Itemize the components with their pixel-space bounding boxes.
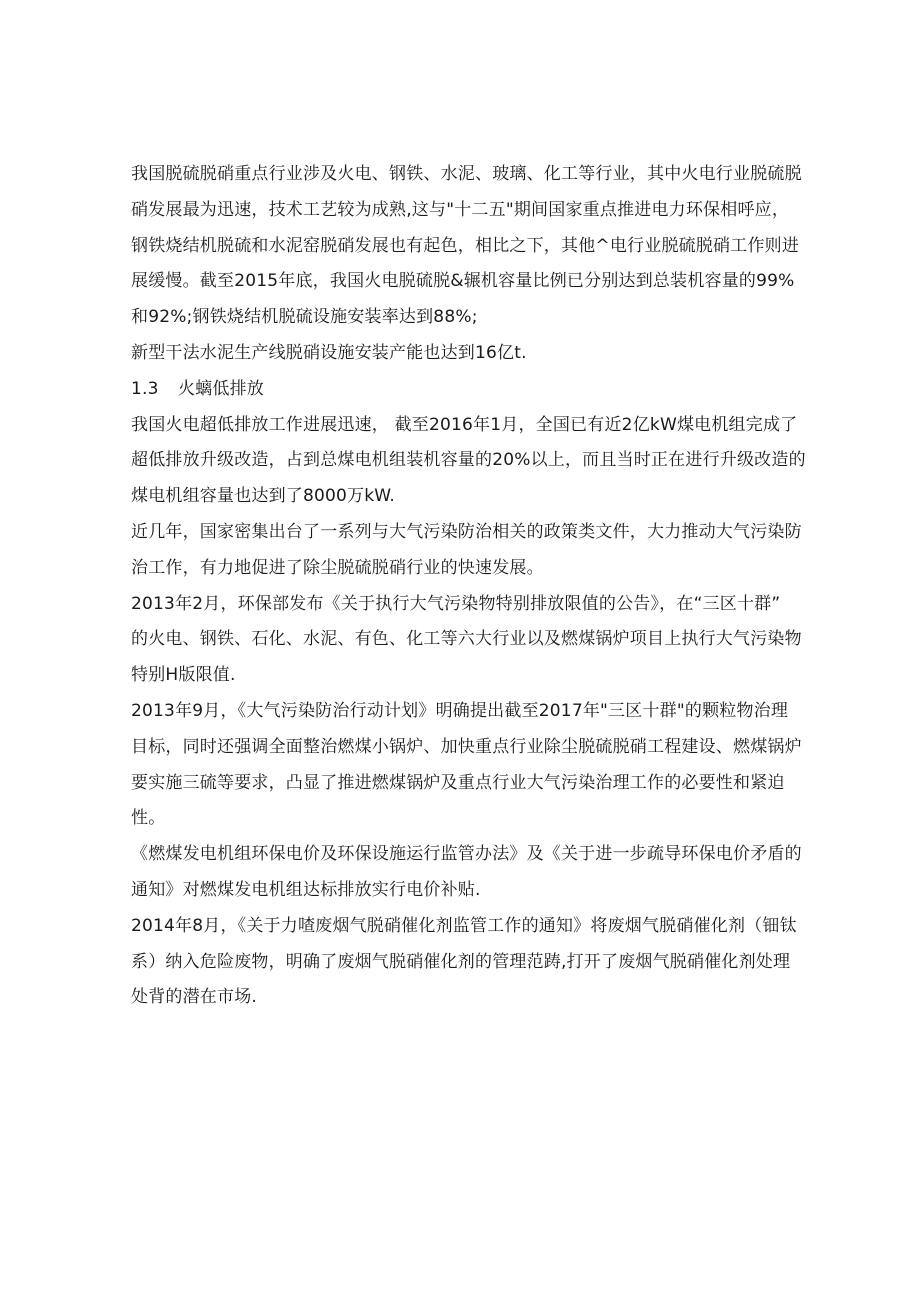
paragraph-line: 我国火电超低排放工作进展迅速， 截至2016年1月，全国已有近2亿kW煤电机组完成了	[131, 414, 798, 435]
paragraph-line: 硝发展最为迅速，技术工艺较为成熟,这与"十二五"期间国家重点推进电力环保相呼应，	[131, 199, 790, 220]
paragraph-line: 煤电机组容量也达到了8000万kW.	[131, 486, 395, 507]
paragraph-line: 治工作，有力地促进了除尘脱硫脱硝行业的快速发展。	[131, 557, 544, 578]
paragraph-line: 系）纳入危险废物，明确了废烟气脱硝催化剂的管理范踌,打开了废烟气脱硝催化剂处理	[131, 951, 791, 972]
paragraph-line: 《燃煤发电机组环保电价及环保设施运行监管办法》及《关于进一步疏导环保电价矛盾的	[131, 844, 802, 865]
paragraph-line: 要实施三硫等要求，凸显了推进燃煤锅炉及重点行业大气污染治理工作的必要性和紧迫	[131, 772, 785, 793]
paragraph-line: 的火电、钢铁、石化、水泥、有色、化工等六大行业以及燃煤锅炉项目上执行大气污染物	[131, 629, 802, 650]
paragraph-line: 特别H版限值.	[131, 665, 236, 686]
paragraph-line: 处背的潜在市场.	[131, 987, 258, 1008]
paragraph-line: 目标，同时还强调全面整治燃煤小锅炉、加快重点行业除尘脱硫脱硝工程建设、燃煤锅炉	[131, 736, 802, 757]
paragraph-line: 新型干法水泥生产线脱硝设施安装产能也达到16亿t.	[131, 342, 527, 363]
document-body	[131, 157, 806, 1016]
paragraph-line: 2013年2月，环保部发布《关于执行大气污染物特别排放限值的公告》，在“三区十群”	[131, 593, 781, 614]
paragraph-line: 2014年8月，《关于力喳废烟气脱硝催化剂监管工作的通知》将废烟气脱硝催化剂（钿钛	[131, 915, 797, 936]
paragraph-line: 通知》对燃煤发电机组达标排放实行电价补贴.	[131, 879, 481, 900]
paragraph-line: 我国脱硫脱硝重点行业涉及火电、钢铁、水泥、玻璃、化工等行业，其中火电行业脱硫脱	[131, 164, 802, 184]
paragraph-line: 和92%;钢铁烧结机脱硫设施安装率达到88%;	[131, 307, 478, 328]
paragraph-line: 2013年9月，《大气污染防治行动计划》明确提出截至2017年"三区十群"的颗粒物治理	[131, 700, 789, 721]
section-heading	[131, 372, 803, 408]
paragraph-line: 超低排放升级改造，占到总煤电机组装机容量的20%以上，而且当时正在进行升级改造的	[131, 450, 806, 471]
paragraph-line: 展缓慢。截至2015年底，我国火电脱硫脱&辗机容量比例已分别达到总装机容量的99%	[131, 271, 795, 292]
section-title: 火螭低排放	[178, 378, 264, 399]
section-number: 1.3	[131, 378, 159, 399]
paragraph-line: 钢铁烧结机脱硫和水泥窑脱硝发展也有起色，相比之下，其他^电行业脱硫脱硝工作则进	[131, 235, 800, 256]
paragraph-line: 近几年，国家密集出台了一系列与大气污染防治相关的政策类文件，大力推动大气污染防	[131, 521, 802, 542]
paragraph-line: 性。	[131, 808, 166, 829]
